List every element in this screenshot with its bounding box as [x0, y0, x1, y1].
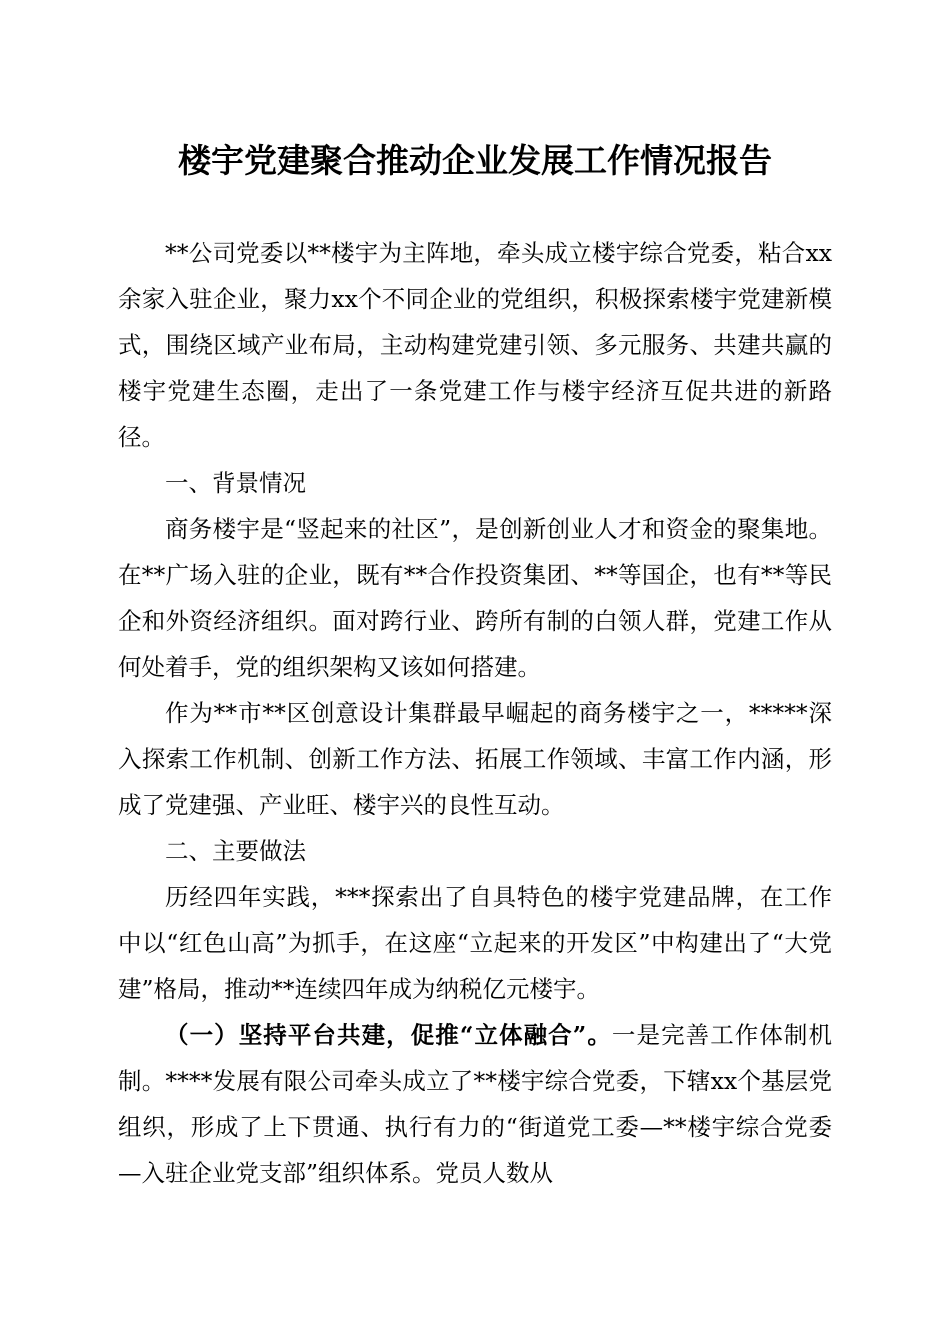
section-heading-practices: 二、主要做法 — [165, 837, 306, 865]
background-paragraph-2: 作为**市**区创意设计集群最早崛起的商务楼宇之一，*****深入探索工作机制、创新工作方法、拓展工作领域、丰富工作内涵，形成了党建强、产业旺、楼宇兴的良性互动。 — [118, 699, 832, 819]
practices-subsection-1 — [118, 1012, 832, 1196]
subsection-1-text: 一是完善工作体制机制。****发展有限公司牵头成立了**楼宇综合党委，下辖xx个基层党组织，形成了上下贯通、执行有力的“街道党工委—**楼宇综合党委—入驻企业党支部”组织体系。党员人数从 — [118, 1021, 833, 1187]
document-body — [118, 230, 832, 1196]
practices-paragraph-1: 历经四年实践，***探索出了自具特色的楼宇党建品牌，在工作中以“红色山高”为抓手，在这座“立起来的开发区”中构建出了“大党建”格局，推动**连续四年成为纳税亿元楼宇。 — [118, 883, 832, 1003]
intro-paragraph: **公司党委以**楼宇为主阵地，牵头成立楼宇综合党委，粘合xx余家入驻企业，聚力xx个不同企业的党组织，积极探索楼宇党建新模式，围绕区域产业布局，主动构建党建引领、多元服务、共建共赢的楼宇党建生态圈，走出了一条党建工作与楼宇经济互促共进的新路径。 — [118, 239, 832, 451]
document-title: 楼宇党建聚合推动企业发展工作情况报告 — [178, 141, 772, 180]
background-paragraph-1: 商务楼宇是“竖起来的社区”，是创新创业人才和资金的聚集地。在**广场入驻的企业，既有**合作投资集团、**等国企，也有**等民企和外资经济组织。面对跨行业、跨所有制的白领人群，党建工作从何处着手，党的组织架构又该如何搭建。 — [118, 515, 832, 681]
section-heading-background: 一、背景情况 — [165, 469, 306, 497]
subsection-1-lead: （一）坚持平台共建，促推“立体融合”。 — [165, 1021, 612, 1049]
